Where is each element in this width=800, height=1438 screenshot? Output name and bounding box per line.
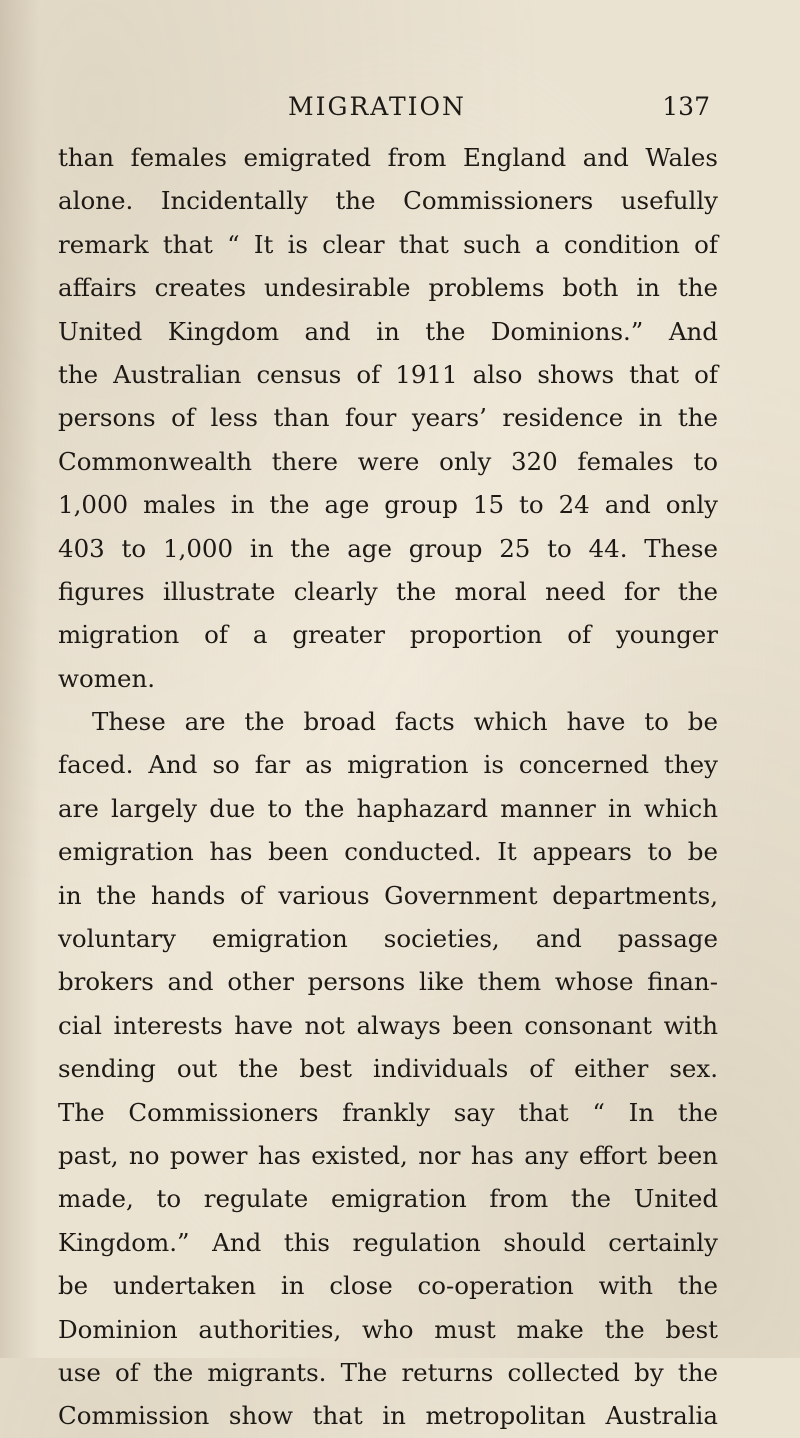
running-head [60,92,710,128]
text-line: Kingdom.” And this regulation should certainly [58,1227,718,1257]
text-line: cial interests have not always been consonant with [58,1010,718,1040]
text-line: affairs creates undesirable problems both in the [58,273,718,303]
text-line: Commonwealth there were only 320 females to [58,446,718,476]
text-line: remark that “ It is clear that such a condition of [58,229,718,259]
text-line: figures illustrate clearly the moral need for the [58,576,718,606]
text-line: voluntary emigration societies, and passage [58,924,718,954]
text-line: made, to regulate emigration from the United [58,1184,718,1214]
text-line: The Commissioners frankly say that “ In the [58,1097,718,1127]
text-line: Dominion authorities, who must make the best [58,1314,718,1344]
text-line: persons of less than four years’ residence in the [58,403,718,433]
text-line: United Kingdom and in the Dominions.” And [58,316,718,346]
text-line: These are the broad facts which have to be [92,707,718,737]
text-line: in the hands of various Government departments, [58,880,718,910]
page-edge-shadow [0,0,40,1358]
text-line: brokers and other persons like them whose finan- [58,967,718,997]
text-line: alone. Incidentally the Commissioners usefully [58,186,718,216]
text-line: sending out the best individuals of either sex. [58,1054,718,1084]
text-line: migration of a greater proportion of younger [58,620,718,650]
text-line: 403 to 1,000 in the age group 25 to 44. These [58,533,718,563]
text-line: the Australian census of 1911 also shows that of [58,359,718,389]
text-line: emigration has been conducted. It appears to be [58,837,718,867]
text-line: faced. And so far as migration is concerned they [58,750,718,780]
text-line: Commission show that in metropolitan Australia [58,1401,718,1431]
text-line: use of the migrants. The returns collected by the [58,1357,718,1387]
text-line: than females emigrated from England and Wales [58,143,718,172]
running-head-title: MIGRATION [288,92,466,121]
text-line: women. [58,663,156,693]
text-line: are largely due to the haphazard manner in which [58,793,718,823]
body-text [58,136,718,1438]
page-number: 137 [662,92,710,121]
text-line: past, no power has existed, nor has any effort been [58,1140,718,1170]
text-line: 1,000 males in the age group 15 to 24 and only [58,490,718,520]
text-line: be undertaken in close co-operation with the [58,1271,718,1301]
